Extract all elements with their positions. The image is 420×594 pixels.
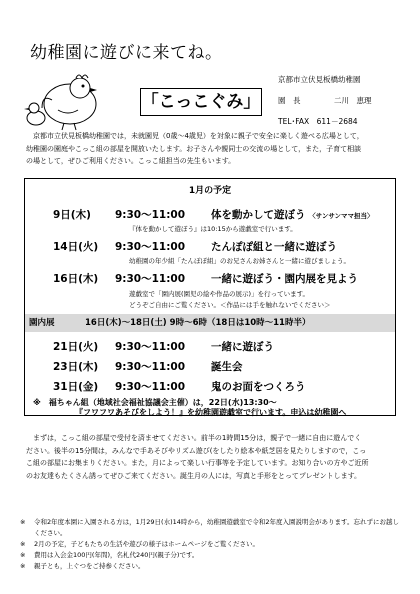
schedule-time: 9:30～11:00 bbox=[115, 361, 186, 373]
schedule-date: 31日(金) bbox=[53, 381, 99, 393]
phone-fax: TEL･FAX 611－2684 bbox=[278, 117, 358, 126]
note-item bbox=[20, 539, 400, 550]
schedule-title: 1月の予定 bbox=[188, 186, 232, 196]
note-text: 親子とも，上ぐつをご持参ください。 bbox=[34, 562, 145, 570]
schedule-time: 9:30～11:00 bbox=[115, 241, 186, 253]
notes-list bbox=[20, 517, 400, 572]
schedule-date: 16日(木) bbox=[53, 273, 99, 285]
january-schedule-box bbox=[24, 178, 396, 416]
schedule-event: たんぽぽ組と一緒に遊ぼう bbox=[211, 241, 337, 253]
fuku-chan-notice: ※ 福ちゃん組（地域社会福祉協議会主催）は，22日(水)13:30～ bbox=[33, 398, 277, 407]
note-item bbox=[20, 517, 400, 539]
note-mark: ※ bbox=[20, 518, 26, 526]
intro-line: 京都市立伏見板橋幼稚園では，未就園児（0歳～4歳児）を対象に親子で安全に楽しく遊べる広場として， bbox=[33, 132, 364, 140]
note-mark: ※ bbox=[20, 540, 26, 548]
schedule-date: 14日(火) bbox=[53, 241, 99, 253]
schedule-note: 幼稚園の年少組「たんぽぽ組」のお兄さんお姉さんと一緒に遊びましょう。 bbox=[129, 257, 350, 265]
schedule-note: 『体を動かして遊ぼう』は10:15から遊戯室で行います。 bbox=[129, 225, 297, 233]
event-title: 体を動かして遊ぼう bbox=[211, 209, 306, 221]
schedule-event: 一緒に遊ぼう・園内展を見よう bbox=[211, 273, 358, 285]
intro-paragraph bbox=[26, 130, 396, 168]
note-item bbox=[20, 561, 400, 572]
exhibition-label: 園内展 bbox=[29, 318, 55, 328]
instructions-line: まずは，こっこ組の部屋で受付を済ませてください。前半の1時間15分は，親子で一緒に自由に遊んでく bbox=[33, 434, 362, 442]
intro-line: の場として，ぜひご利用ください。こっこ組担当の先生もいます。 bbox=[26, 157, 236, 165]
exhibition-dates: 16日(木)～18日(土) 9時～6時（18日は10時～11時半） bbox=[85, 318, 311, 328]
note-mark: ※ bbox=[20, 562, 26, 570]
schedule-event: 一緒に遊ぼう bbox=[211, 341, 274, 353]
schedule-note: どうぞご自由にご覧ください。＜作品には手を触れないでください＞ bbox=[129, 301, 331, 309]
intro-line: 幼稚園の園庭やこっこ組の部屋を開放いたします。お子さんや親同士の交流の場として，また，子育て相談 bbox=[26, 144, 362, 153]
schedule-event: 誕生会 bbox=[211, 361, 243, 373]
instructions-paragraph bbox=[26, 432, 398, 482]
fuku-chan-notice: 『フワフワあそびをしよう！』を幼稚園遊戯室で行います。申込は幼稚園へ bbox=[75, 408, 347, 417]
schedule-event bbox=[211, 207, 374, 222]
principal-name: 二川 恵理 bbox=[334, 96, 372, 105]
instructions-line: のお友達もたくさん誘ってぜひご来てください。誕生月の人には，写真と手形をとってプレゼントします。 bbox=[26, 471, 362, 480]
page-title: 幼稚園に遊びに来てね。 bbox=[30, 43, 223, 63]
note-mark: ※ bbox=[20, 551, 26, 559]
schedule-note: 遊戯室で「園内展(園児の絵や作品の展示)」を行っています。 bbox=[129, 290, 310, 298]
schedule-date: 21日(火) bbox=[53, 341, 99, 353]
note-text: 令和2年度本園に入園される方は，1月29日(水)14時から，幼稚園遊戯室で令和2年度入園説明会があります。忘れずにお越しください。 bbox=[34, 518, 400, 537]
event-suffix: 〈サンサンママ担当〉 bbox=[309, 212, 374, 220]
note-text: 2月の予定，子どもたちの生活や遊びの様子はホームページをご覧ください。 bbox=[34, 540, 260, 548]
schedule-date: 23日(木) bbox=[53, 361, 99, 373]
school-name: 京都市立伏見板橋幼稚園 bbox=[278, 75, 361, 84]
instructions-line: こ組の部屋にお集まりください。また，月によって楽しい行事等を予定しています。お知り合いの方やご近所 bbox=[26, 459, 369, 467]
schedule-time: 9:30～11:00 bbox=[115, 341, 186, 353]
schedule-date: 9日(木) bbox=[53, 209, 91, 221]
schedule-time: 9:30～11:00 bbox=[115, 273, 186, 285]
principal-role: 園 長 bbox=[278, 96, 301, 105]
exhibition-band bbox=[25, 314, 395, 332]
hen-and-chick-illustration bbox=[18, 70, 108, 132]
instructions-line: ださい。後半の15分間は，みんなで手あそびやリズム遊び(をしたり絵本や紙芝居を見たりしますので，こっ bbox=[26, 446, 367, 455]
schedule-time: 9:30～11:00 bbox=[115, 381, 186, 393]
note-text: 費用は入会金100円(年間)，名札代240円(親子分)です。 bbox=[34, 551, 199, 559]
note-item bbox=[20, 550, 400, 561]
schedule-event: 鬼のお面をつくろう bbox=[211, 381, 306, 393]
schedule-time: 9:30～11:00 bbox=[115, 209, 186, 221]
program-name-badge: 「こっこぐみ」 bbox=[140, 88, 262, 116]
